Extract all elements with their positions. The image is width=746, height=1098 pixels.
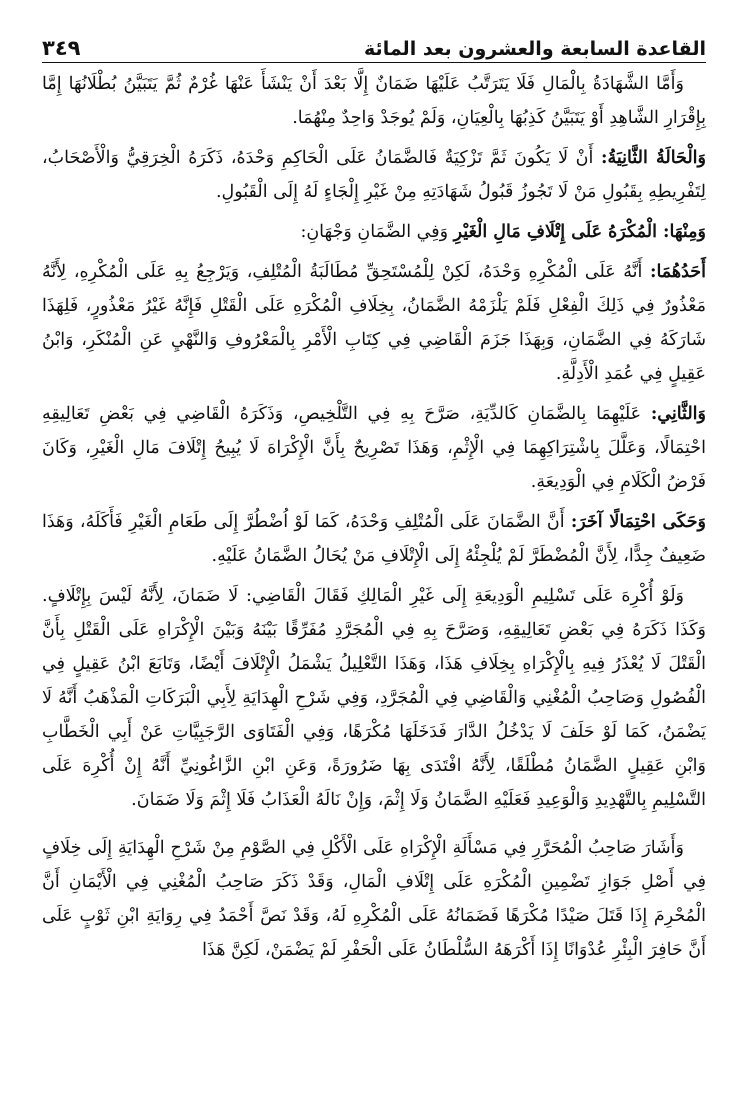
page-number: ٣٤٩ [42,36,81,60]
paragraph [42,397,706,499]
page-body [42,67,706,967]
paragraph-text: وَفِي الضَّمَانِ وَجْهَانِ: [300,222,449,242]
paragraph-text: أَنَّهُ عَلَى الْمُكْرِهِ وَحْدَهُ، لَكِنْ لِلْمُسْتَحِقِّ مُطَالَبَةُ الْمُتْلِفِ، وَيَرْجِعُ بِهِ عَلَى الْمُكْرِهِ، لِأَنَّهُ مَعْذُورٌ فِي ذَلِكَ الْفِعْلِ فَلَمْ يَلْزَمْهُ الضَّمَانُ، بِخِلَافِ الْمُكْرَهِ عَلَى الْقَتْلِ فَإِنَّهُ غَيْرُ مَعْذُورٍ، فَلِهَذَا شَارَكَهُ فِي الضَّمَانِ، وَبِهَذَا جَزَمَ الْقَاضِي فِي كِتَابِ الْأَمْرِ بِالْمَعْرُوفِ وَالنَّهْيِ عَنِ الْمُنْكَرِ، وَابْنُ عَقِيلٍ فِي عُمَدِ الْأَدِلَّةِ. [42,262,706,384]
paragraph-lead: أَحَدُهُمَا: [649,262,706,282]
paragraph-text: عَلَيْهِمَا بِالضَّمَانِ كَالدِّيَةِ، صَرَّحَ بِهِ فِي التَّلْخِيصِ، وَذَكَرَهُ الْقَاضِي فِي بَعْضِ تَعَالِيقِهِ احْتِمَالًا، وَعَلَّلَ بِاشْتِرَاكِهِمَا فِي الْإِثْمِ، وَهَذَا تَصْرِيحٌ بِأَنَّ الْإِكْرَاهَ لَا يُبِيحُ إِتْلَافَ مَالِ الْغَيْرِ، وَكَانَ فَرْضُ الْكَلَامِ فِي الْوَدِيعَةِ. [42,404,706,492]
paragraph-text: وَأَمَّا الشَّهَادَةُ بِالْمَالِ فَلَا يَتَرَتَّبُ عَلَيْهَا ضَمَانٌ إِلَّا بَعْدَ أَنْ يَنْشَأَ عَنْهَا غُرْمٌ ثُمَّ يَتَبَيَّنُ بُطْلَانُهَا إِمَّا بِإِقْرَارِ الشَّاهِدِ أَوْ يَتَبَيَّنُ كَذِبُهَا بِالْعِيَانِ، وَلَمْ يُوجَدْ وَاحِدٌ مِنْهُمَا. [42,74,706,128]
paragraph-text: وَأَشَارَ صَاحِبُ الْمُحَرَّرِ فِي مَسْأَلَةِ الْإِكْرَاهِ عَلَى الْأَكْلِ فِي الصَّوْمِ مِنْ شَرْحِ الْهِدَايَةِ إِلَى خِلَافٍ فِي أَصْلِ جَوَازِ تَضْمِينِ الْمُكْرَهِ عَلَى إِتْلَافِ الْمَالِ، وَقَدْ ذَكَرَ صَاحِبُ الْمُغْنِي فِي الْأَيْمَانِ أَنَّ الْمُحْرِمَ إِذَا قَتَلَ صَيْدًا مُكْرَهًا فَضَمَانُهُ عَلَى الْمُكْرِهِ لَهُ، وَقَدْ نَصَّ أَحْمَدُ فِي رِوَايَةِ ابْنِ ثَوْبٍ عَلَى أَنَّ حَافِرَ الْبِئْرِ عُدْوَانًا إِذَا أَكْرَهَهُ السُّلْطَانُ عَلَى الْحَفْرِ لَمْ يَضْمَنْ، لَكِنَّ هَذَا [42,838,706,960]
paragraph-lead: وَمِنْهَا: الْمُكْرَهُ عَلَى إِتْلَافِ مَالِ الْغَيْرِ [453,222,706,242]
paragraph-lead: وَالْحَالَةُ الثَّانِيَةُ: [601,148,706,168]
paragraph [42,67,706,135]
paragraph [42,141,706,209]
paragraph [42,831,706,967]
paragraph-lead: وَحَكَى احْتِمَالًا آخَرَ: [570,512,706,532]
paragraph-lead: وَالثَّانِي: [650,404,706,424]
paragraph [42,215,706,249]
paragraph [42,505,706,573]
page-header [42,26,706,63]
paragraph [42,255,706,391]
paragraph-text: أَنَّ الضَّمَانَ عَلَى الْمُتْلِفِ وَحْدَهُ، كَمَا لَوْ اُضْطُرَّ إِلَى طَعَامِ الْغَيْرِ فَأَكَلَهُ، وَهَذَا ضَعِيفٌ جِدًّا، لِأَنَّ الْمُضْطَرَّ لَمْ يُلْجِئْهُ إِلَى الْإِتْلَافِ مَنْ يُحَالُ الضَّمَانُ عَلَيْهِ. [42,512,706,566]
running-title: القاعدة السابعة والعشرون بعد المائة [364,38,706,60]
paragraph-text: وَلَوْ أُكْرِهَ عَلَى تَسْلِيمِ الْوَدِيعَةِ إِلَى غَيْرِ الْمَالِكِ فَقَالَ الْقَاضِي: لَا ضَمَانَ، لِأَنَّهُ لَيْسَ بِإِتْلَافٍ. وَكَذَا ذَكَرَهُ فِي بَعْضِ تَعَالِيقِهِ، وَصَرَّحَ بِهِ فِي الْمُجَرَّدِ مُفَرِّقًا بَيْنَهُ وَبَيْنَ الْإِكْرَاهِ عَلَى الْقَتْلِ بِأَنَّ الْقَتْلَ لَا يُعْذَرُ فِيهِ بِالْإِكْرَاهِ بِخِلَافِ هَذَا، وَهَذَا التَّعْلِيلُ يَشْمَلُ الْإِتْلَافَ أَيْضًا، وَتَابَعَ ابْنُ عَقِيلٍ فِي الْفُصُولِ وَصَاحِبُ الْمُغْنِي وَالْقَاضِي فِي الْمُجَرَّدِ، وَفِي شَرْحِ الْهِدَايَةِ لِأَبِي الْبَرَكَاتِ الْمَذْهَبُ أَنَّهُ لَا يَضْمَنُ، كَمَا لَوْ حَلَفَ لَا يَدْخُلُ الدَّارَ فَدَخَلَهَا مُكْرَهًا، وَفِي الْفَتَاوَى الرَّجَبِيَّاتِ عَنْ أَبِي الْخَطَّابِ وَابْنِ عَقِيلٍ الضَّمَانُ مُطْلَقًا، لِأَنَّهُ افْتَدَى بِهَا ضَرُورَةً، وَعَنِ ابْنِ الزَّاغُونِيِّ أَنَّهُ إِنْ أُكْرِهَ عَلَى التَّسْلِيمِ بِالتَّهْدِيدِ وَالْوَعِيدِ فَعَلَيْهِ الضَّمَانُ وَلَا إِثْمَ، وَإِنْ نَالَهُ الْعَذَابُ فَلَا إِثْمَ وَلَا ضَمَانَ. [42,586,706,810]
document-page [42,26,706,973]
paragraph-text: أَنْ لَا يَكُونَ ثَمَّ تَزْكِيَةٌ فَالضَّمَانُ عَلَى الْحَاكِمِ وَحْدَهُ، ذَكَرَهُ الْخِرَقِيُّ وَالْأَصْحَابُ، لِتَفْرِيطِهِ بِقَبُولِ مَنْ لَا تَجُوزُ قَبُولُ شَهَادَتِهِ مِنْ غَيْرِ إِلْجَاءٍ لَهُ إِلَى الْقَبُولِ. [42,148,706,202]
paragraph [42,579,706,817]
